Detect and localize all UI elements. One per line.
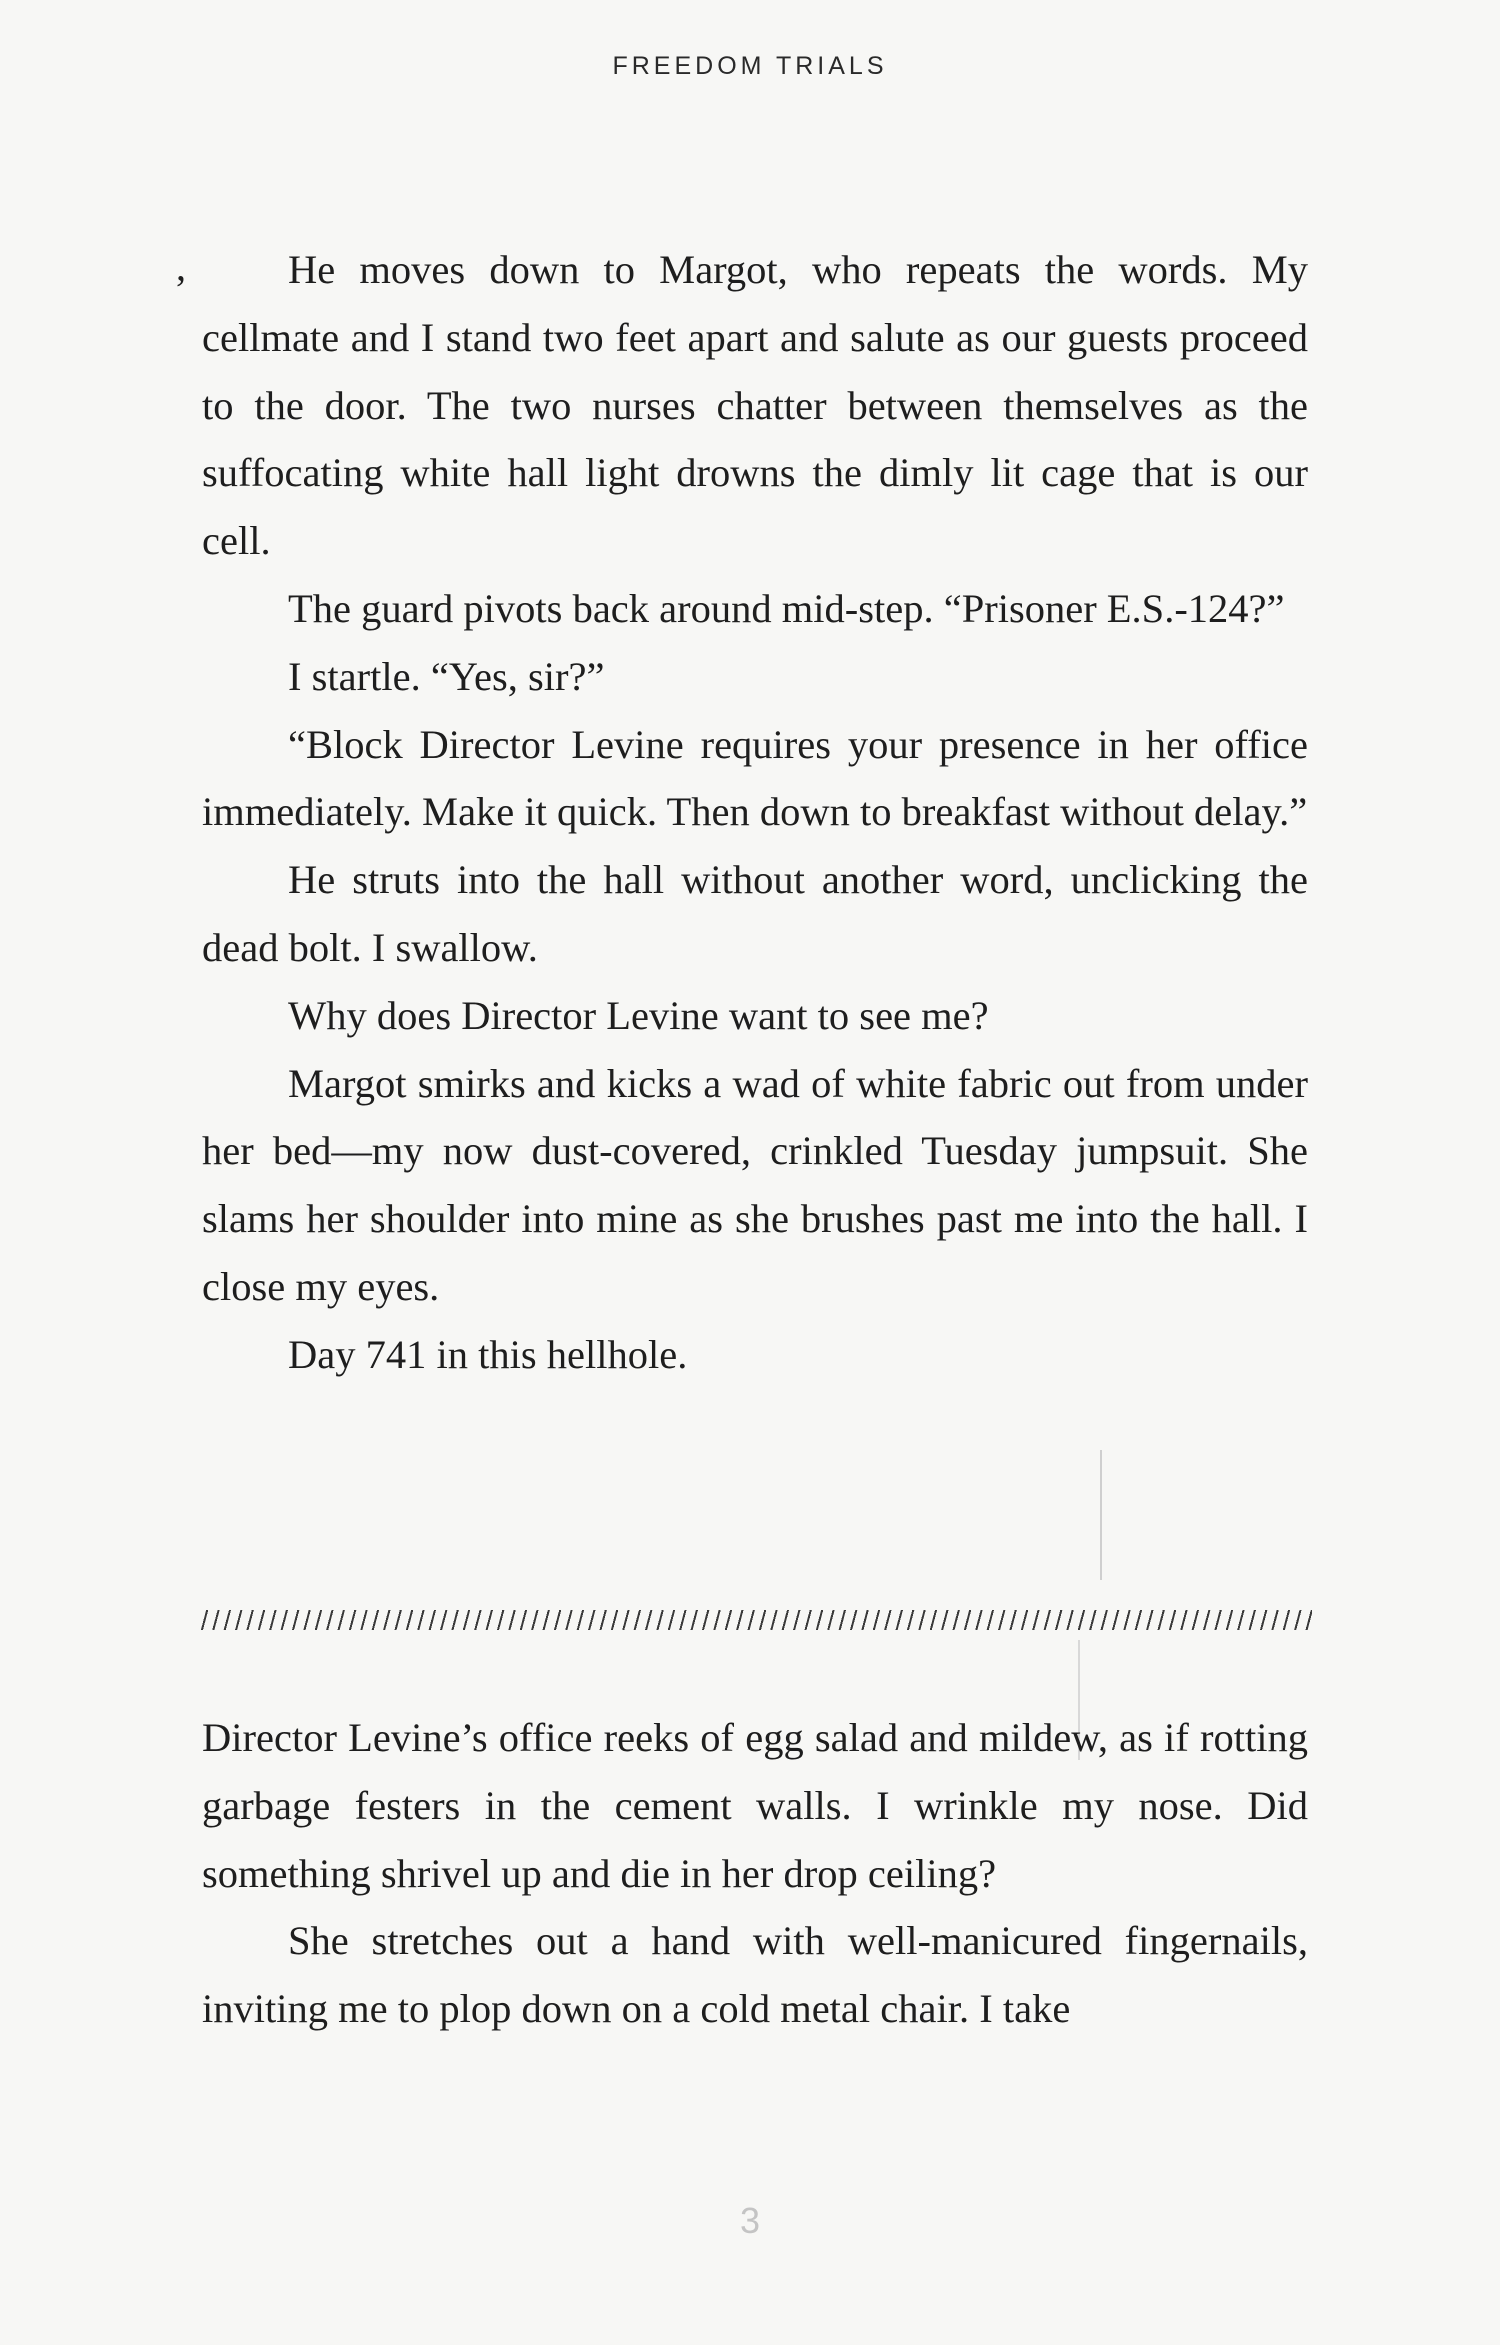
section-one-text <box>202 236 1308 1389</box>
paragraph: He struts into the hall without another word, unclicking the dead bolt. I swallow. <box>202 857 1308 970</box>
paragraph: He moves down to Margot, who repeats the words. My cellmate and I stand two feet apart and salute as our guests proceed to the door. The two nurses chatter between themselves as the suffocating white hall light drowns the dimly lit cage that is our cell. <box>202 247 1308 564</box>
paragraph: I startle. “Yes, sir?” <box>288 653 605 699</box>
section-two-text <box>202 1704 1308 2043</box>
page-number: 3 <box>739 2200 761 2241</box>
paragraph: Why does Director Levine want to see me? <box>288 992 989 1038</box>
section-divider <box>200 1610 1312 1630</box>
paragraph: The guard pivots back around mid-step. “Prisoner E.S.-124?” <box>288 585 1285 631</box>
paragraph: Margot smirks and kicks a wad of white fabric out from under her bed—my now dust-covered, crinkled Tuesday jumpsuit. She slams her shoulder into mine as she brushes past me into the hall. I close my eyes. <box>202 1060 1308 1309</box>
paragraph: Day 741 in this hellhole. <box>288 1331 688 1377</box>
running-head: FREEDOM TRIALS <box>612 52 888 80</box>
paragraph: Director Levine’s office reeks of egg salad and mildew, as if rotting garbage festers in the cement walls. I wrinkle my nose. Did something shrivel up and die in her drop ceiling? <box>202 1715 1308 1896</box>
paragraph: “Block Director Levine requires your presence in her office immediately. Make it quick. Then down to breakfast without delay.” <box>202 721 1308 835</box>
stray-comma-mark: , <box>176 244 186 289</box>
scan-artifact-line <box>1100 1450 1102 1580</box>
paragraph: She stretches out a hand with well-manicured fingernails, inviting me to plop down on a cold metal chair. I take <box>202 1918 1308 2032</box>
